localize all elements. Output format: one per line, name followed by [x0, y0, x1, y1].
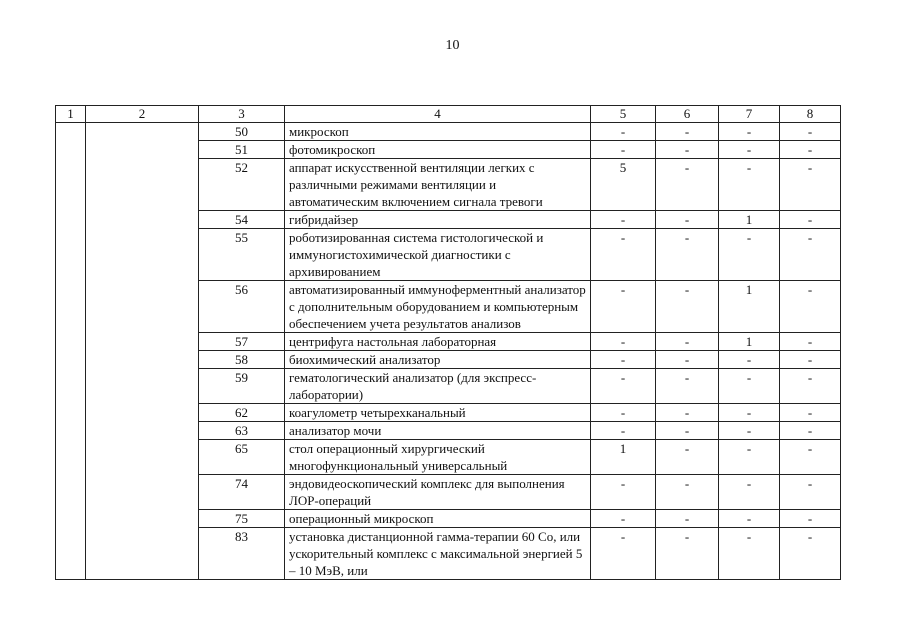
header-cell: 1: [56, 106, 86, 123]
col7-value-cell: -: [719, 369, 780, 404]
col6-value-cell: -: [656, 229, 719, 281]
col6-value-cell: -: [656, 475, 719, 510]
col7-value-cell: -: [719, 229, 780, 281]
col2-cell: [86, 123, 199, 580]
col8-value-cell: -: [780, 333, 841, 351]
header-cell: 5: [591, 106, 656, 123]
col7-value-cell: -: [719, 159, 780, 211]
col7-value-cell: -: [719, 404, 780, 422]
header-cell: 3: [199, 106, 285, 123]
col8-value-cell: -: [780, 159, 841, 211]
col5-value-cell: -: [591, 211, 656, 229]
col7-value-cell: 1: [719, 281, 780, 333]
col6-value-cell: -: [656, 351, 719, 369]
col5-value-cell: -: [591, 141, 656, 159]
col5-value-cell: -: [591, 510, 656, 528]
col5-value-cell: -: [591, 404, 656, 422]
equipment-name-cell: аппарат искусственной вентиляции легких с различными режимами вентиляции и автоматическим включением сигнала тревоги: [285, 159, 591, 211]
header-cell: 8: [780, 106, 841, 123]
col5-value-cell: -: [591, 123, 656, 141]
col7-value-cell: -: [719, 141, 780, 159]
col8-value-cell: -: [780, 141, 841, 159]
equipment-name-cell: автоматизированный иммуноферментный анализатор с дополнительным оборудованием и компьютерным обеспечением учета результатов анализов: [285, 281, 591, 333]
col6-value-cell: -: [656, 123, 719, 141]
col8-value-cell: -: [780, 123, 841, 141]
item-number-cell: 62: [199, 404, 285, 422]
col7-value-cell: -: [719, 440, 780, 475]
col7-value-cell: -: [719, 510, 780, 528]
col5-value-cell: -: [591, 475, 656, 510]
equipment-name-cell: стол операционный хирургический многофункциональный универсальный: [285, 440, 591, 475]
col5-value-cell: -: [591, 333, 656, 351]
equipment-name-cell: микроскоп: [285, 123, 591, 141]
col8-value-cell: -: [780, 229, 841, 281]
col6-value-cell: -: [656, 141, 719, 159]
col5-value-cell: -: [591, 369, 656, 404]
col8-value-cell: -: [780, 351, 841, 369]
col6-value-cell: -: [656, 528, 719, 580]
item-number-cell: 75: [199, 510, 285, 528]
col8-value-cell: -: [780, 475, 841, 510]
item-number-cell: 51: [199, 141, 285, 159]
col6-value-cell: -: [656, 281, 719, 333]
equipment-name-cell: роботизированная система гистологической и иммуногистохимической диагностики с архивированием: [285, 229, 591, 281]
item-number-cell: 63: [199, 422, 285, 440]
col6-value-cell: -: [656, 211, 719, 229]
item-number-cell: 50: [199, 123, 285, 141]
item-number-cell: 54: [199, 211, 285, 229]
table-row: [56, 123, 841, 141]
col8-value-cell: -: [780, 404, 841, 422]
col7-value-cell: -: [719, 528, 780, 580]
col8-value-cell: -: [780, 281, 841, 333]
col8-value-cell: -: [780, 211, 841, 229]
equipment-name-cell: биохимический анализатор: [285, 351, 591, 369]
col5-value-cell: -: [591, 281, 656, 333]
equipment-name-cell: гематологический анализатор (для экспресс-лаборатории): [285, 369, 591, 404]
col5-value-cell: -: [591, 528, 656, 580]
equipment-table: [55, 105, 841, 580]
col5-value-cell: -: [591, 351, 656, 369]
col7-value-cell: 1: [719, 211, 780, 229]
col6-value-cell: -: [656, 369, 719, 404]
col6-value-cell: -: [656, 404, 719, 422]
col6-value-cell: -: [656, 333, 719, 351]
header-cell: 6: [656, 106, 719, 123]
equipment-name-cell: коагулометр четырехканальный: [285, 404, 591, 422]
equipment-name-cell: операционный микроскоп: [285, 510, 591, 528]
col5-value-cell: 5: [591, 159, 656, 211]
col6-value-cell: -: [656, 159, 719, 211]
equipment-name-cell: установка дистанционной гамма-терапии 60 Со, или ускорительный комплекс с максимальной энергией 5 – 10 МэВ, или: [285, 528, 591, 580]
col5-value-cell: -: [591, 229, 656, 281]
item-number-cell: 83: [199, 528, 285, 580]
col8-value-cell: -: [780, 422, 841, 440]
item-number-cell: 59: [199, 369, 285, 404]
col7-value-cell: 1: [719, 333, 780, 351]
col6-value-cell: -: [656, 440, 719, 475]
table-header-row: [56, 106, 841, 123]
col8-value-cell: -: [780, 510, 841, 528]
col7-value-cell: -: [719, 123, 780, 141]
col6-value-cell: -: [656, 422, 719, 440]
header-cell: 2: [86, 106, 199, 123]
item-number-cell: 56: [199, 281, 285, 333]
page-number: 10: [445, 38, 460, 53]
item-number-cell: 74: [199, 475, 285, 510]
col7-value-cell: -: [719, 422, 780, 440]
item-number-cell: 65: [199, 440, 285, 475]
equipment-name-cell: фотомикроскоп: [285, 141, 591, 159]
header-cell: 7: [719, 106, 780, 123]
col5-value-cell: 1: [591, 440, 656, 475]
item-number-cell: 57: [199, 333, 285, 351]
col5-value-cell: -: [591, 422, 656, 440]
col6-value-cell: -: [656, 510, 719, 528]
equipment-name-cell: анализатор мочи: [285, 422, 591, 440]
item-number-cell: 58: [199, 351, 285, 369]
col8-value-cell: -: [780, 440, 841, 475]
col8-value-cell: -: [780, 528, 841, 580]
equipment-name-cell: гибридайзер: [285, 211, 591, 229]
col1-cell: [56, 123, 86, 580]
item-number-cell: 55: [199, 229, 285, 281]
header-cell: 4: [285, 106, 591, 123]
col7-value-cell: -: [719, 351, 780, 369]
col7-value-cell: -: [719, 475, 780, 510]
equipment-name-cell: центрифуга настольная лабораторная: [285, 333, 591, 351]
col8-value-cell: -: [780, 369, 841, 404]
item-number-cell: 52: [199, 159, 285, 211]
equipment-name-cell: эндовидеоскопический комплекс для выполнения ЛОР-операций: [285, 475, 591, 510]
